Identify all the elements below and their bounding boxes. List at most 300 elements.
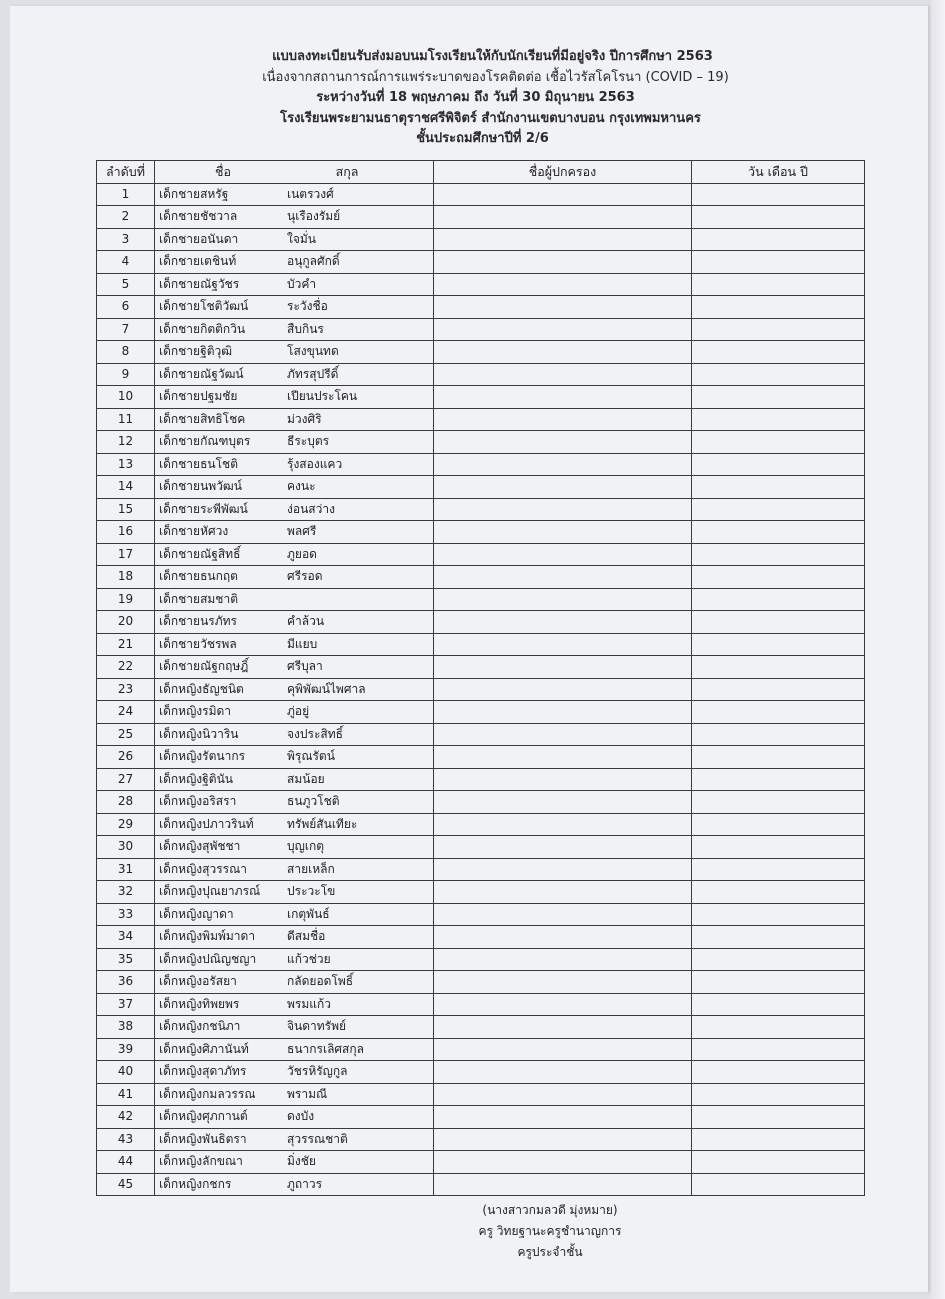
table-row bbox=[97, 813, 865, 836]
student-first-name: เด็กหญิงลักขณา bbox=[159, 1154, 243, 1169]
table-row bbox=[97, 543, 865, 566]
date-cell bbox=[692, 228, 865, 251]
guardian-cell bbox=[434, 993, 692, 1016]
student-first-name: เด็กหญิงปณิญชญา bbox=[159, 951, 257, 966]
student-name-cell bbox=[155, 1016, 434, 1039]
student-last-name: วัชรหิรัญกูล bbox=[287, 1064, 348, 1079]
date-cell bbox=[692, 543, 865, 566]
student-name-cell bbox=[155, 611, 434, 634]
row-number: 41 bbox=[97, 1083, 155, 1106]
date-cell bbox=[692, 341, 865, 364]
table-row bbox=[97, 1106, 865, 1129]
student-first-name: เด็กหญิงพิมพ์มาดา bbox=[159, 929, 256, 944]
guardian-cell bbox=[434, 273, 692, 296]
date-cell bbox=[692, 1016, 865, 1039]
student-last-name: โสงขุนทด bbox=[287, 344, 339, 359]
row-number: 37 bbox=[97, 993, 155, 1016]
student-name-cell bbox=[155, 656, 434, 679]
student-first-name: เด็กหญิงอริสรา bbox=[159, 794, 237, 809]
student-name-cell bbox=[155, 1038, 434, 1061]
student-first-name: เด็กหญิงฐิตินัน bbox=[159, 771, 233, 786]
table-row bbox=[97, 566, 865, 589]
row-number: 27 bbox=[97, 768, 155, 791]
student-first-name: เด็กชายสิทธิโชค bbox=[159, 411, 246, 426]
student-first-name: เด็กชายสมชาติ bbox=[159, 591, 238, 606]
student-last-name: บัวคำ bbox=[287, 276, 317, 291]
guardian-cell bbox=[434, 296, 692, 319]
guardian-cell bbox=[434, 678, 692, 701]
row-number: 14 bbox=[97, 476, 155, 499]
student-last-name: ภู่อยู่ bbox=[287, 704, 310, 719]
header-title: แบบลงทะเบียนรับส่งมอบนมโรงเรียนให้กับนักเรียนที่มีอยู่จริง ปีการศึกษา 2563 bbox=[272, 49, 713, 64]
student-last-name: เปียนประโคน bbox=[287, 389, 358, 404]
date-cell bbox=[692, 1038, 865, 1061]
student-last-name: ม่วงศิริ bbox=[287, 411, 322, 426]
student-name-cell bbox=[155, 521, 434, 544]
student-first-name: เด็กชายธนกฤต bbox=[159, 569, 238, 584]
row-number: 42 bbox=[97, 1106, 155, 1129]
student-first-name: เด็กหญิงทิพยพร bbox=[159, 996, 240, 1011]
row-number: 30 bbox=[97, 836, 155, 859]
date-cell bbox=[692, 768, 865, 791]
date-cell bbox=[692, 746, 865, 769]
student-first-name: เด็กชายนรภัทร bbox=[159, 614, 237, 629]
student-last-name: ภูยอด bbox=[287, 546, 317, 561]
student-name-cell bbox=[155, 1083, 434, 1106]
student-name-cell bbox=[155, 453, 434, 476]
column-header-name bbox=[155, 161, 434, 184]
student-last-name: อนุกูลศักดิ์ bbox=[287, 254, 340, 269]
guardian-cell bbox=[434, 903, 692, 926]
student-last-name: มิ่งชัย bbox=[287, 1154, 316, 1169]
register-table bbox=[96, 160, 865, 1196]
student-name-cell bbox=[155, 543, 434, 566]
row-number: 22 bbox=[97, 656, 155, 679]
row-number: 9 bbox=[97, 363, 155, 386]
table-body bbox=[97, 183, 865, 1196]
table-row bbox=[97, 948, 865, 971]
student-last-name: ศรีรอด bbox=[287, 569, 323, 584]
row-number: 32 bbox=[97, 881, 155, 904]
date-cell bbox=[692, 363, 865, 386]
guardian-cell bbox=[434, 746, 692, 769]
student-name-cell bbox=[155, 228, 434, 251]
row-number: 17 bbox=[97, 543, 155, 566]
student-last-name: เกตุพันธ์ bbox=[287, 906, 330, 921]
student-first-name: เด็กชายณัฐสิทธิ์ bbox=[159, 546, 241, 561]
date-cell bbox=[692, 498, 865, 521]
table-row bbox=[97, 476, 865, 499]
student-last-name: ธีระบุตร bbox=[287, 434, 330, 449]
table-row bbox=[97, 633, 865, 656]
row-number: 11 bbox=[97, 408, 155, 431]
student-name-cell bbox=[155, 498, 434, 521]
student-last-name: ศรีบุลา bbox=[287, 659, 323, 674]
student-last-name: ภูถาวร bbox=[287, 1176, 323, 1191]
row-number: 45 bbox=[97, 1173, 155, 1196]
student-name-cell bbox=[155, 791, 434, 814]
guardian-cell bbox=[434, 386, 692, 409]
student-last-name: ดงบัง bbox=[287, 1109, 315, 1124]
table-row bbox=[97, 251, 865, 274]
date-cell bbox=[692, 948, 865, 971]
student-last-name: รุ้งสองแคว bbox=[287, 456, 343, 471]
student-last-name: ทรัพย์สันเทียะ bbox=[287, 816, 358, 831]
guardian-cell bbox=[434, 251, 692, 274]
student-last-name: บุญเกตุ bbox=[287, 839, 325, 854]
row-number: 43 bbox=[97, 1128, 155, 1151]
student-first-name: เด็กชายเตชินท์ bbox=[159, 254, 237, 269]
student-name-cell bbox=[155, 251, 434, 274]
student-last-name: เนตรวงศ์ bbox=[287, 186, 334, 201]
student-last-name: คำล้วน bbox=[287, 614, 325, 629]
row-number: 20 bbox=[97, 611, 155, 634]
guardian-cell bbox=[434, 611, 692, 634]
student-first-name: เด็กหญิงอรัสยา bbox=[159, 974, 237, 989]
table-row bbox=[97, 926, 865, 949]
table-row bbox=[97, 1038, 865, 1061]
table-row bbox=[97, 318, 865, 341]
table-row bbox=[97, 183, 865, 206]
guardian-cell bbox=[434, 858, 692, 881]
column-header-guardian: ชื่อผู้ปกครอง bbox=[434, 161, 692, 184]
row-number: 19 bbox=[97, 588, 155, 611]
student-last-name: จงประสิทธิ์ bbox=[287, 726, 343, 741]
row-number: 10 bbox=[97, 386, 155, 409]
student-name-cell bbox=[155, 183, 434, 206]
student-name-cell bbox=[155, 993, 434, 1016]
student-name-cell bbox=[155, 926, 434, 949]
student-last-name: สมน้อย bbox=[287, 771, 325, 786]
date-cell bbox=[692, 1173, 865, 1196]
student-first-name: เด็กหญิงสุดาภัทร bbox=[159, 1064, 247, 1079]
paper-edge bbox=[931, 0, 945, 1299]
student-name-cell bbox=[155, 431, 434, 454]
student-name-cell bbox=[155, 318, 434, 341]
column-header-last-name: สกุล bbox=[335, 164, 359, 180]
student-last-name: ประวะโข bbox=[287, 884, 336, 899]
student-last-name: คุพิพัฒน์ไพศาล bbox=[287, 681, 366, 696]
table-row bbox=[97, 588, 865, 611]
guardian-cell bbox=[434, 408, 692, 431]
student-first-name: เด็กชายหัศวง bbox=[159, 524, 229, 539]
table-row bbox=[97, 993, 865, 1016]
guardian-cell bbox=[434, 1016, 692, 1039]
date-cell bbox=[692, 183, 865, 206]
student-first-name: เด็กหญิงรัตนากร bbox=[159, 749, 246, 764]
table-row bbox=[97, 768, 865, 791]
student-name-cell bbox=[155, 723, 434, 746]
date-cell bbox=[692, 836, 865, 859]
student-first-name: เด็กหญิงญาดา bbox=[159, 906, 234, 921]
guardian-cell bbox=[434, 881, 692, 904]
header-subtitle: เนื่องจากสถานการณ์การแพร่ระบาดของโรคติดต่อ เชื้อไวรัสโคโรนา (COVID – 19) bbox=[262, 69, 729, 85]
table-row bbox=[97, 611, 865, 634]
student-name-cell bbox=[155, 881, 434, 904]
student-name-cell bbox=[155, 408, 434, 431]
date-cell bbox=[692, 1128, 865, 1151]
guardian-cell bbox=[434, 1106, 692, 1129]
guardian-cell bbox=[434, 318, 692, 341]
student-last-name: ภัทรสุปรีดิ์ bbox=[287, 366, 339, 381]
row-number: 12 bbox=[97, 431, 155, 454]
student-first-name: เด็กชายปฐมชัย bbox=[159, 389, 238, 404]
row-number: 8 bbox=[97, 341, 155, 364]
guardian-cell bbox=[434, 633, 692, 656]
guardian-cell bbox=[434, 926, 692, 949]
student-name-cell bbox=[155, 1061, 434, 1084]
student-last-name: ธนภูวโชติ bbox=[287, 794, 340, 809]
student-first-name: เด็กหญิงปภาวรินท์ bbox=[159, 816, 254, 831]
signature-position: ครู วิทยฐานะครูชำนาญการ bbox=[478, 1224, 622, 1238]
student-first-name: เด็กชายกิตติกวิน bbox=[159, 321, 246, 336]
signature-block bbox=[430, 1200, 670, 1263]
guardian-cell bbox=[434, 971, 692, 994]
guardian-cell bbox=[434, 836, 692, 859]
student-name-cell bbox=[155, 566, 434, 589]
table-row bbox=[97, 723, 865, 746]
date-cell bbox=[692, 701, 865, 724]
row-number: 23 bbox=[97, 678, 155, 701]
table-header-row bbox=[97, 161, 865, 184]
table-row bbox=[97, 701, 865, 724]
row-number: 4 bbox=[97, 251, 155, 274]
table-row bbox=[97, 746, 865, 769]
date-cell bbox=[692, 296, 865, 319]
student-first-name: เด็กชายสหรัฐ bbox=[159, 186, 229, 201]
student-name-cell bbox=[155, 768, 434, 791]
student-name-cell bbox=[155, 858, 434, 881]
guardian-cell bbox=[434, 566, 692, 589]
student-name-cell bbox=[155, 273, 434, 296]
guardian-cell bbox=[434, 813, 692, 836]
student-name-cell bbox=[155, 678, 434, 701]
guardian-cell bbox=[434, 498, 692, 521]
student-first-name: เด็กหญิงพันธิตรา bbox=[159, 1131, 247, 1146]
guardian-cell bbox=[434, 1128, 692, 1151]
row-number: 34 bbox=[97, 926, 155, 949]
row-number: 35 bbox=[97, 948, 155, 971]
student-last-name: พรมแก้ว bbox=[287, 996, 332, 1011]
signature-role: ครูประจำชั้น bbox=[517, 1245, 583, 1259]
student-first-name: เด็กชายโชติวัฒน์ bbox=[159, 299, 249, 314]
date-cell bbox=[692, 1083, 865, 1106]
date-cell bbox=[692, 611, 865, 634]
guardian-cell bbox=[434, 701, 692, 724]
row-number: 31 bbox=[97, 858, 155, 881]
table-row bbox=[97, 881, 865, 904]
row-number: 36 bbox=[97, 971, 155, 994]
table-row bbox=[97, 1151, 865, 1174]
row-number: 26 bbox=[97, 746, 155, 769]
row-number: 33 bbox=[97, 903, 155, 926]
student-name-cell bbox=[155, 701, 434, 724]
guardian-cell bbox=[434, 228, 692, 251]
student-last-name: ธนากรเลิศสกุล bbox=[287, 1041, 364, 1056]
student-first-name: เด็กหญิงธัญชนิต bbox=[159, 681, 244, 696]
student-last-name: ดีสมชื่อ bbox=[287, 929, 326, 944]
header-school: โรงเรียนพระยามนธาตุราชศรีพิจิตร์ สำนักงานเขตบางบอน กรุงเทพมหานคร bbox=[280, 110, 701, 126]
guardian-cell bbox=[434, 521, 692, 544]
student-last-name: ระวังชื่อ bbox=[287, 299, 328, 314]
student-name-cell bbox=[155, 813, 434, 836]
guardian-cell bbox=[434, 723, 692, 746]
student-name-cell bbox=[155, 746, 434, 769]
table-row bbox=[97, 386, 865, 409]
table-row bbox=[97, 791, 865, 814]
guardian-cell bbox=[434, 1061, 692, 1084]
header-class: ชั้นประถมศึกษาปีที่ 2/6 bbox=[416, 131, 549, 146]
table-row bbox=[97, 836, 865, 859]
table-row bbox=[97, 1016, 865, 1039]
row-number: 28 bbox=[97, 791, 155, 814]
student-first-name: เด็กชายฐิติวุฒิ bbox=[159, 344, 233, 359]
student-name-cell bbox=[155, 948, 434, 971]
date-cell bbox=[692, 633, 865, 656]
student-name-cell bbox=[155, 1173, 434, 1196]
student-name-cell bbox=[155, 1106, 434, 1129]
student-name-cell bbox=[155, 633, 434, 656]
student-last-name: พิรุณรัตน์ bbox=[287, 749, 335, 764]
header-date-range: ระหว่างวันที่ 18 พฤษภาคม ถึง วันที่ 30 มิถุนายน 2563 bbox=[316, 90, 635, 105]
date-cell bbox=[692, 881, 865, 904]
table-row bbox=[97, 656, 865, 679]
date-cell bbox=[692, 566, 865, 589]
date-cell bbox=[692, 206, 865, 229]
guardian-cell bbox=[434, 1151, 692, 1174]
guardian-cell bbox=[434, 341, 692, 364]
guardian-cell bbox=[434, 206, 692, 229]
row-number: 7 bbox=[97, 318, 155, 341]
date-cell bbox=[692, 723, 865, 746]
student-last-name: นุเรืองรัมย์ bbox=[287, 209, 341, 224]
row-number: 39 bbox=[97, 1038, 155, 1061]
row-number: 6 bbox=[97, 296, 155, 319]
guardian-cell bbox=[434, 768, 692, 791]
guardian-cell bbox=[434, 543, 692, 566]
student-name-cell bbox=[155, 296, 434, 319]
student-first-name: เด็กชายธนโชติ bbox=[159, 456, 238, 471]
student-first-name: เด็กชายวัชรพล bbox=[159, 636, 237, 651]
table-row bbox=[97, 453, 865, 476]
date-cell bbox=[692, 903, 865, 926]
table-row bbox=[97, 273, 865, 296]
table-row bbox=[97, 431, 865, 454]
student-first-name: เด็กชายอนันดา bbox=[159, 231, 239, 246]
row-number: 21 bbox=[97, 633, 155, 656]
date-cell bbox=[692, 588, 865, 611]
date-cell bbox=[692, 858, 865, 881]
row-number: 13 bbox=[97, 453, 155, 476]
row-number: 29 bbox=[97, 813, 155, 836]
row-number: 3 bbox=[97, 228, 155, 251]
student-last-name: สุวรรณชาติ bbox=[287, 1131, 348, 1146]
student-name-cell bbox=[155, 363, 434, 386]
row-number: 25 bbox=[97, 723, 155, 746]
date-cell bbox=[692, 408, 865, 431]
table-row bbox=[97, 498, 865, 521]
table-row bbox=[97, 206, 865, 229]
guardian-cell bbox=[434, 476, 692, 499]
table-row bbox=[97, 296, 865, 319]
row-number: 15 bbox=[97, 498, 155, 521]
guardian-cell bbox=[434, 1173, 692, 1196]
row-number: 44 bbox=[97, 1151, 155, 1174]
student-last-name: สืบกินร bbox=[287, 321, 324, 336]
table-row bbox=[97, 1083, 865, 1106]
student-last-name: ง่อนสว่าง bbox=[287, 501, 335, 516]
table-row bbox=[97, 408, 865, 431]
date-cell bbox=[692, 1106, 865, 1129]
row-number: 16 bbox=[97, 521, 155, 544]
student-last-name: จินดาทรัพย์ bbox=[287, 1019, 347, 1034]
student-name-cell bbox=[155, 341, 434, 364]
date-cell bbox=[692, 1151, 865, 1174]
table-row bbox=[97, 521, 865, 544]
student-name-cell bbox=[155, 476, 434, 499]
date-cell bbox=[692, 453, 865, 476]
guardian-cell bbox=[434, 183, 692, 206]
table-row bbox=[97, 1173, 865, 1196]
student-first-name: เด็กหญิงปุณยาภรณ์ bbox=[159, 884, 261, 899]
student-first-name: เด็กชายระพีพัฒน์ bbox=[159, 501, 248, 516]
guardian-cell bbox=[434, 363, 692, 386]
row-number: 18 bbox=[97, 566, 155, 589]
student-first-name: เด็กชายณัฐวัฒน์ bbox=[159, 366, 244, 381]
guardian-cell bbox=[434, 791, 692, 814]
date-cell bbox=[692, 926, 865, 949]
table-row bbox=[97, 903, 865, 926]
student-first-name: เด็กหญิงศิภานันท์ bbox=[159, 1041, 249, 1056]
column-header-order: ลำดับที่ bbox=[97, 161, 155, 184]
student-first-name: เด็กชายณัฐกฤษฎิ์ bbox=[159, 659, 249, 674]
student-last-name: สายเหล็ก bbox=[287, 861, 335, 876]
student-first-name: เด็กหญิงกชนิภา bbox=[159, 1019, 241, 1034]
student-first-name: เด็กหญิงศุภกานต์ bbox=[159, 1109, 248, 1124]
row-number: 40 bbox=[97, 1061, 155, 1084]
student-name-cell bbox=[155, 386, 434, 409]
student-first-name: เด็กหญิงนิวาริน bbox=[159, 726, 239, 741]
student-last-name: ใจมั่น bbox=[287, 231, 317, 246]
guardian-cell bbox=[434, 431, 692, 454]
student-name-cell bbox=[155, 588, 434, 611]
guardian-cell bbox=[434, 948, 692, 971]
date-cell bbox=[692, 431, 865, 454]
guardian-cell bbox=[434, 588, 692, 611]
date-cell bbox=[692, 678, 865, 701]
student-first-name: เด็กหญิงสุพัชชา bbox=[159, 839, 241, 854]
table-row bbox=[97, 858, 865, 881]
student-first-name: เด็กหญิงกมลวรรณ bbox=[159, 1086, 256, 1101]
date-cell bbox=[692, 993, 865, 1016]
student-name-cell bbox=[155, 1128, 434, 1151]
student-first-name: เด็กหญิงรมิดา bbox=[159, 704, 232, 719]
date-cell bbox=[692, 251, 865, 274]
student-name-cell bbox=[155, 971, 434, 994]
student-first-name: เด็กหญิงกชกร bbox=[159, 1176, 232, 1191]
guardian-cell bbox=[434, 656, 692, 679]
column-header-first-name: ชื่อ bbox=[215, 164, 231, 180]
table-row bbox=[97, 971, 865, 994]
row-number: 2 bbox=[97, 206, 155, 229]
student-first-name: เด็กชายกัณฑบุตร bbox=[159, 434, 251, 449]
date-cell bbox=[692, 791, 865, 814]
table-row bbox=[97, 1128, 865, 1151]
student-first-name: เด็กหญิงสุวรรณา bbox=[159, 861, 247, 876]
student-first-name: เด็กชายนพวัฒน์ bbox=[159, 479, 242, 494]
date-cell bbox=[692, 1061, 865, 1084]
row-number: 24 bbox=[97, 701, 155, 724]
